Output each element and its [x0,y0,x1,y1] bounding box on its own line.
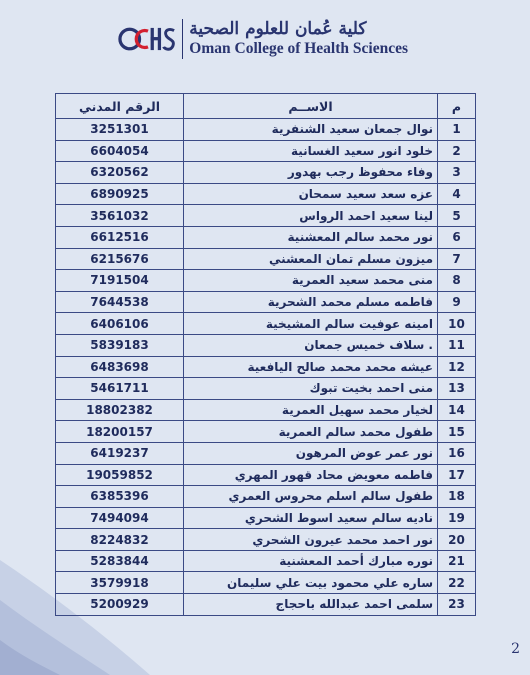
student-name-cell: منى محمد سعيد العمرية [184,270,438,292]
table-row [56,140,476,162]
row-number-cell: 18 [438,486,476,508]
civil-id-cell: 6604054 [56,140,184,162]
student-name-cell: ناديه سالم سعيد اسوط الشحري [184,507,438,529]
row-number-cell: 6 [438,226,476,248]
table-row [56,507,476,529]
table-row [56,572,476,594]
student-name-cell: سلمى احمد عبدالله باحجاج [184,594,438,616]
row-number-cell: 7 [438,248,476,270]
student-name-cell: طفول محمد سالم العمرية [184,421,438,443]
row-number-cell: 10 [438,313,476,335]
student-name-cell: نوال جمعان سعيد الشنفرية [184,119,438,141]
civil-id-cell: 6483698 [56,356,184,378]
student-name-cell: نور محمد سالم المعشنية [184,226,438,248]
column-header-name: الاســم [184,94,438,119]
civil-id-cell: 7191504 [56,270,184,292]
table-row [56,399,476,421]
table-row [56,313,476,335]
table-body [56,119,476,616]
table-row [56,442,476,464]
civil-id-cell: 6419237 [56,442,184,464]
student-name-cell: طفول سالم اسلم محروس العمري [184,486,438,508]
logo-divider [182,19,183,59]
student-name-cell: ميزون مسلم تمان المعشني [184,248,438,270]
row-number-cell: 2 [438,140,476,162]
row-number-cell: 3 [438,162,476,184]
civil-id-cell: 5200929 [56,594,184,616]
student-name-cell: لخيار محمد سهيل العمرية [184,399,438,421]
civil-id-cell: 7494094 [56,507,184,529]
civil-id-cell: 6406106 [56,313,184,335]
table-row [56,594,476,616]
civil-id-cell: 6890925 [56,183,184,205]
civil-id-cell: 8224832 [56,529,184,551]
civil-id-cell: 6612516 [56,226,184,248]
table-row [56,119,476,141]
civil-id-cell: 5461711 [56,378,184,400]
student-name-cell: فاطمه مسلم محمد الشحرية [184,291,438,313]
table-row [56,226,476,248]
college-name-arabic: كلية عُمان للعلوم الصحية [189,19,367,39]
row-number-cell: 23 [438,594,476,616]
row-number-cell: 9 [438,291,476,313]
table-row [56,356,476,378]
college-name-block [189,19,408,59]
student-name-cell: منى احمد بخيت تبوك [184,378,438,400]
student-name-cell: عزه سعد سعيد سمحان [184,183,438,205]
table-row [56,291,476,313]
student-name-cell: وفاء محفوظ رجب بهدور [184,162,438,184]
civil-id-cell: 18802382 [56,399,184,421]
row-number-cell: 15 [438,421,476,443]
student-name-cell: ساره علي محمود بيت علي سليمان [184,572,438,594]
table-row [56,183,476,205]
table-row [56,270,476,292]
college-logo-icon [118,14,178,64]
row-number-cell: 16 [438,442,476,464]
student-name-cell: خلود انور سعيد الغسانية [184,140,438,162]
student-name-cell: . سلاف خميس جمعان [184,334,438,356]
column-header-civil-id: الرقم المدني [56,94,184,119]
college-header [118,14,408,64]
row-number-cell: 20 [438,529,476,551]
table-header-row [56,94,476,119]
civil-id-cell: 18200157 [56,421,184,443]
student-roster-table [55,93,476,616]
civil-id-cell: 3579918 [56,572,184,594]
table-row [56,486,476,508]
row-number-cell: 12 [438,356,476,378]
civil-id-cell: 7644538 [56,291,184,313]
table-row [56,248,476,270]
student-name-cell: نوره مبارك أحمد المعشنية [184,550,438,572]
civil-id-cell: 3251301 [56,119,184,141]
table-row [56,550,476,572]
civil-id-cell: 6320562 [56,162,184,184]
column-header-number: م [438,94,476,119]
civil-id-cell: 3561032 [56,205,184,227]
civil-id-cell: 5839183 [56,334,184,356]
row-number-cell: 21 [438,550,476,572]
student-name-cell: امينه عوفيت سالم المشيخية [184,313,438,335]
table-row [56,421,476,443]
student-name-cell: نور عمر عوض المرهون [184,442,438,464]
row-number-cell: 13 [438,378,476,400]
civil-id-cell: 19059852 [56,464,184,486]
row-number-cell: 4 [438,183,476,205]
page-number: 2 [511,641,520,657]
table-row [56,334,476,356]
civil-id-cell: 6385396 [56,486,184,508]
row-number-cell: 5 [438,205,476,227]
row-number-cell: 1 [438,119,476,141]
row-number-cell: 8 [438,270,476,292]
row-number-cell: 19 [438,507,476,529]
row-number-cell: 22 [438,572,476,594]
college-name-english: Oman College of Health Sciences [189,40,408,57]
civil-id-cell: 6215676 [56,248,184,270]
table-row [56,162,476,184]
student-name-cell: لينا سعيد احمد الرواس [184,205,438,227]
table-row [56,529,476,551]
student-name-cell: عيشه محمد محمد صالح اليافعية [184,356,438,378]
table-row [56,205,476,227]
row-number-cell: 14 [438,399,476,421]
student-name-cell: نور احمد محمد عيرون الشحري [184,529,438,551]
row-number-cell: 11 [438,334,476,356]
table-row [56,464,476,486]
civil-id-cell: 5283844 [56,550,184,572]
row-number-cell: 17 [438,464,476,486]
table-row [56,378,476,400]
student-name-cell: فاطمه معويض محاد قهور المهري [184,464,438,486]
